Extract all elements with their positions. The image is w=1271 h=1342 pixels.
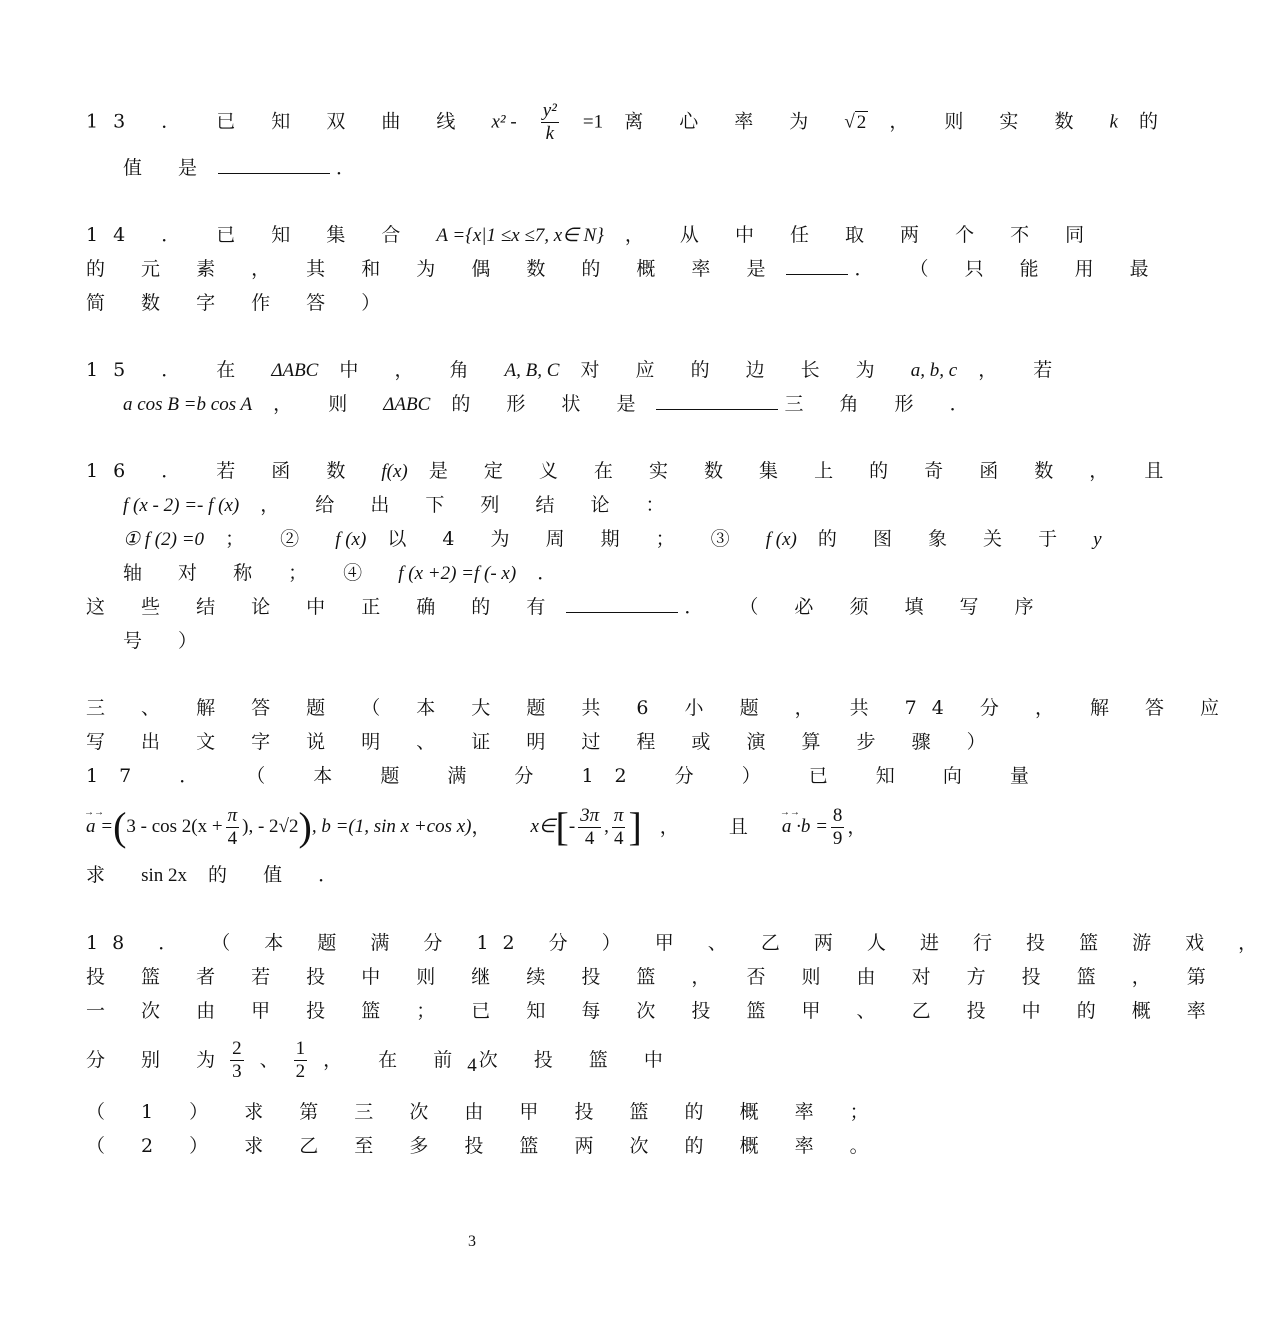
- q13-var-k: k: [1109, 111, 1118, 133]
- q16-text-e: ．: [537, 562, 572, 584]
- q13-fraction: $\frac{\text{y²}}{k}$: [542, 100, 557, 144]
- q17-bracket-open: (: [113, 804, 127, 849]
- q14-line1: [86, 222, 1099, 249]
- section3-desc: 写 出 文 字 说 明 、 证 明 过 程 或 演 算 步 骤 ）: [86, 731, 1001, 753]
- q18-line1: [86, 930, 1271, 956]
- q16-text-d: 轴 对 称 ； ④: [123, 562, 378, 584]
- q13-line2: [123, 155, 370, 181]
- q17-x-in: x∈: [530, 816, 556, 837]
- q18-text-d: 分 别 为: [86, 1049, 231, 1071]
- q16-condition: f (x - 2) =- f (x): [123, 495, 240, 516]
- q17-dot-product: →→ a ·b =: [782, 814, 828, 840]
- q15-text-c: 对 应 的 边 长 为: [580, 359, 890, 381]
- q16-text-c: ， 给 出 下 列 结 论 ：: [260, 494, 680, 516]
- q16-line5: [86, 594, 1049, 620]
- q14-set: A ={x|1 ≤x ≤7, x∈ N}: [436, 225, 604, 246]
- q17-interval-close: ]: [628, 804, 642, 849]
- q18-frac-2-3: $\frac{2}{3}$: [232, 1037, 242, 1082]
- q14-text-b: ， 从 中 任 取 两 个 不 同: [624, 224, 1100, 246]
- q13-text-b: 离 心 率 为: [624, 110, 824, 133]
- q13-text-c: ， 则 实 数: [889, 110, 1089, 133]
- q16-text-h: 号 ）: [123, 630, 213, 652]
- q14-text-e: 简 数 字 作 答 ）: [86, 292, 396, 314]
- q18-text-e: 、: [259, 1049, 294, 1071]
- q17-vector-a: →→ a =: [86, 814, 113, 840]
- q15-angles: A, B, C: [504, 360, 560, 381]
- q13-text-a: 13 ． 已 知 双 曲 线: [86, 110, 471, 133]
- q15-triangle-2: ΔABC: [383, 394, 431, 415]
- q17-vector-b: , b =(1, sin x +cos x): [311, 816, 472, 837]
- q15-text-f: 的 形 状 是: [451, 393, 651, 415]
- q16-fx: f(x): [381, 461, 408, 482]
- q18-text-c: 一 次 由 甲 投 篮 ； 已 知 每 次 投 篮 甲 、 乙 投 中 的 概 率: [86, 1000, 1221, 1022]
- q18-text-f: ， 在 前: [323, 1049, 468, 1071]
- q17-sin2x: sin 2x: [141, 865, 187, 886]
- q14-answer-blank: [786, 256, 848, 275]
- q13-answer-blank: [218, 155, 330, 174]
- q18-line3: [86, 998, 1221, 1024]
- q17-comma: ，: [471, 816, 491, 838]
- q18-part2: [86, 1133, 884, 1159]
- q16-conclusion-2: 以 4 为 周 期 ； ③: [387, 528, 745, 550]
- q18-text-a: 18 ． （ 本 题 满 分 12 分 ） 甲 、 乙 两 人 进 行 投 篮 游 戏 ，: [86, 932, 1271, 954]
- q17-neg: -: [568, 816, 576, 837]
- q16-conclusion-1: ① f (2) =0: [123, 529, 205, 550]
- q16-text-g: ． （ 必 须 填 写 序: [684, 596, 1049, 618]
- q16-text-f: 这 些 结 论 中 正 确 的 有: [86, 596, 561, 618]
- q16-var-y: y: [1093, 529, 1102, 550]
- q16-line6: [123, 628, 212, 654]
- section3-title: 三 、 解 答 题 （ 本 大 题 共 6 小 题 ， 共 74 分 ， 解 答 应: [86, 697, 1235, 719]
- q13-sqrt-symbol: √: [844, 111, 855, 133]
- q13-eq-rhs: =1: [582, 111, 604, 133]
- q17-interval-sep: ,: [604, 816, 609, 837]
- q13-eq-x2: x² -: [491, 111, 517, 133]
- q15-condition: a cos B =b cos A: [123, 394, 253, 415]
- q17-text-a: 17 ． （ 本 题 满 分 12 分 ） 已 知 向 量: [86, 765, 1050, 787]
- q13-end: ．: [336, 157, 371, 179]
- q17-frac-3pi4: $\frac{3\pi}{4}$: [580, 804, 600, 849]
- q17-bracket-close: ): [298, 804, 312, 849]
- q16-conclusion-3: 的 图 象 关 于: [817, 528, 1073, 550]
- q17-frac-pi4: $\frac{\pi}{4}$: [227, 804, 238, 849]
- q15-text-a: 15 ． 在: [86, 359, 251, 381]
- q16-sep-1: ； ②: [225, 528, 315, 550]
- q18-part2-text: （ 2 ） 求 乙 至 多 投 篮 两 次 的 概 率 。: [86, 1135, 884, 1157]
- q16-line3: [123, 526, 1102, 553]
- q13-text-d: 的: [1139, 110, 1174, 133]
- q15-text-b: 中 ， 角: [339, 359, 484, 381]
- q16-text-b: 是 定 义 在 实 数 集 上 的 奇 函 数 ， 且: [428, 460, 1179, 482]
- q15-sides: a, b, c: [910, 360, 958, 381]
- q17-frac-8-9: $\frac{8}{9}$: [832, 804, 843, 849]
- q17-line3: [86, 862, 352, 889]
- q17-line2: [86, 797, 866, 857]
- q15-answer-blank: [656, 391, 778, 410]
- q18-frac-1-2: $\frac{1}{2}$: [295, 1037, 306, 1082]
- q13-text-value: 值 是: [123, 157, 213, 179]
- q15-text-g: 三 角 形 ．: [784, 393, 984, 415]
- q17-qie: ， 且: [659, 816, 770, 838]
- q17-a-expr: 3 - cos 2(x +: [126, 816, 223, 837]
- q15-line2: [123, 391, 984, 418]
- q15-line1: [86, 357, 1067, 384]
- q17-interval-open: [: [555, 804, 569, 849]
- q17-a-tail: ), - 2√2: [242, 816, 299, 837]
- q17-text-c: 的 值 ．: [208, 864, 353, 886]
- q18-part1: [86, 1099, 884, 1125]
- q15-triangle: ΔABC: [271, 360, 319, 381]
- q16-line2: [123, 492, 680, 519]
- q16-conclusion-4: f (x +2) =f (- x): [398, 563, 517, 584]
- q17-text-b: 求: [86, 864, 121, 886]
- q14-text-c: 的 元 素 ， 其 和 为 偶 数 的 概 率 是: [86, 258, 781, 280]
- q16-conclusion-3-fx: f (x): [765, 529, 797, 550]
- q15-text-d: ， 若: [978, 359, 1068, 381]
- q17-line1: [86, 763, 1050, 789]
- q14-line3: [86, 290, 395, 316]
- q15-text-e: ， 则: [273, 393, 363, 415]
- q13-sqrt-value: 2: [856, 111, 867, 133]
- q17-tail: ，: [847, 816, 867, 838]
- q18-text-b: 投 篮 者 若 投 中 则 继 续 投 篮 ， 否 则 由 对 方 投 篮 ， 第: [86, 966, 1221, 988]
- q16-conclusion-2-fx: f (x): [335, 529, 367, 550]
- q18-four: 4: [467, 1055, 477, 1076]
- q16-answer-blank: [566, 594, 678, 613]
- section3-line1: [86, 695, 1234, 721]
- q17-frac-pi4-2: $\frac{\pi}{4}$: [613, 804, 624, 849]
- q18-line2: [86, 964, 1221, 990]
- q13-line1: [86, 100, 1173, 145]
- q18-line4: [86, 1032, 678, 1088]
- page-number: 3: [468, 1233, 476, 1250]
- q14-text-a: 14 ． 已 知 集 合: [86, 224, 416, 246]
- q14-text-d: ． （ 只 能 用 最: [854, 258, 1164, 280]
- q16-line4: [123, 560, 571, 587]
- q16-text-a: 16 ． 若 函 数: [86, 460, 361, 482]
- q18-text-g: 次 投 篮 中: [478, 1049, 678, 1071]
- section3-line2: [86, 729, 1001, 755]
- q16-line1: [86, 458, 1178, 485]
- q14-line2: [86, 256, 1164, 282]
- q18-part1-text: （ 1 ） 求 第 三 次 由 甲 投 篮 的 概 率 ；: [86, 1101, 884, 1123]
